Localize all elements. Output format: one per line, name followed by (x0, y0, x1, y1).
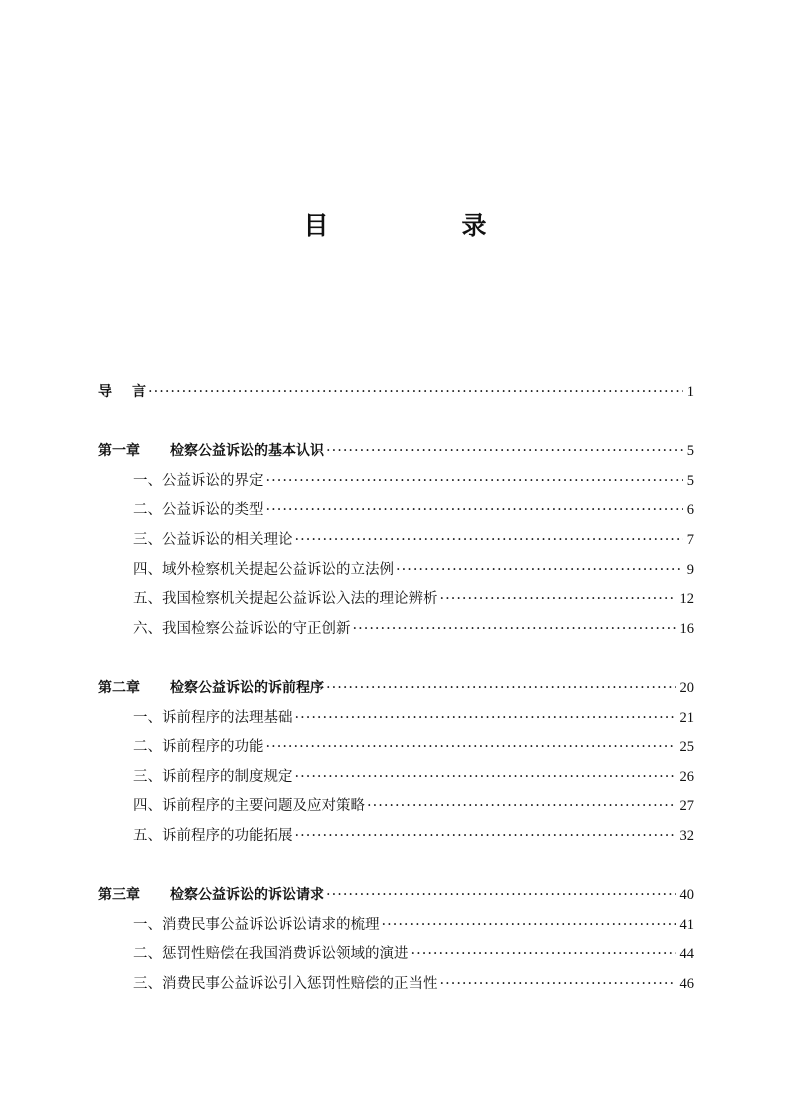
dot-leader (382, 911, 676, 941)
toc-chapter-2[interactable] (98, 674, 694, 704)
toc-section[interactable] (98, 940, 694, 970)
dot-leader (326, 881, 676, 911)
toc-page-number: 7 (686, 531, 694, 548)
toc-page-number: 12 (679, 591, 694, 608)
toc-page-number: 32 (679, 827, 694, 844)
dot-leader (295, 763, 676, 793)
toc-section[interactable] (98, 763, 694, 793)
toc-page-number: 1 (686, 384, 694, 400)
toc-section[interactable] (98, 733, 694, 763)
toc-page-number: 16 (679, 620, 694, 637)
section-title: 二、诉前程序的功能 (133, 739, 264, 756)
toc-section[interactable] (98, 970, 694, 1000)
section-title: 一、公益诉讼的界定 (133, 472, 264, 489)
chapter-title: 检察公益诉讼的诉讼请求 (170, 887, 324, 904)
toc-section[interactable] (98, 911, 694, 941)
dot-leader (411, 940, 676, 970)
chapter-number: 第二章 (98, 679, 140, 696)
toc-page-number: 44 (679, 946, 694, 963)
section-title: 六、我国检察公益诉讼的守正创新 (133, 620, 351, 637)
spacer (98, 852, 694, 882)
toc-section[interactable] (98, 496, 694, 526)
chapter-number: 第一章 (98, 443, 140, 460)
page-title: 目 录 (303, 211, 541, 240)
toc-page-number: 9 (686, 561, 694, 578)
chapter-title: 检察公益诉讼的基本认识 (170, 443, 324, 460)
dot-leader (148, 378, 683, 408)
section-title: 四、诉前程序的主要问题及应对策略 (133, 798, 365, 815)
toc-section[interactable] (98, 822, 694, 852)
toc-section[interactable] (98, 467, 694, 497)
toc-entry-intro[interactable] (98, 378, 694, 408)
section-title: 三、公益诉讼的相关理论 (133, 531, 293, 548)
toc-section[interactable] (98, 556, 694, 586)
dot-leader (266, 733, 676, 763)
section-title: 二、公益诉讼的类型 (133, 502, 264, 519)
toc-page-number: 26 (679, 768, 694, 785)
chapter-title: 检察公益诉讼的诉前程序 (170, 679, 324, 696)
dot-leader (396, 556, 683, 586)
section-title: 一、诉前程序的法理基础 (133, 709, 293, 726)
toc-page-number: 20 (679, 679, 694, 696)
section-title: 四、域外检察机关提起公益诉讼的立法例 (133, 561, 394, 578)
dot-leader (295, 704, 676, 734)
toc-page-number: 21 (679, 709, 694, 726)
section-title: 一、消费民事公益诉讼诉讼请求的梳理 (133, 916, 380, 933)
dot-leader (353, 615, 676, 645)
dot-leader (326, 437, 683, 467)
toc-intro-label: 导言 (98, 384, 166, 400)
toc-page-number: 40 (679, 887, 694, 904)
toc-chapter-3[interactable] (98, 881, 694, 911)
section-title: 五、我国检察机关提起公益诉讼入法的理论辨析 (133, 591, 438, 608)
toc-page-number: 27 (679, 798, 694, 815)
dot-leader (295, 822, 676, 852)
toc-chapter-1[interactable] (98, 437, 694, 467)
toc-page-number: 46 (679, 975, 694, 992)
toc-section[interactable] (98, 792, 694, 822)
toc-page-number: 41 (679, 916, 694, 933)
dot-leader (326, 674, 676, 704)
toc-section[interactable] (98, 704, 694, 734)
dot-leader (266, 496, 683, 526)
toc-page-number: 5 (686, 472, 694, 489)
toc-page-number: 5 (686, 443, 694, 460)
toc-page-number: 6 (686, 502, 694, 519)
dot-leader (295, 526, 683, 556)
toc-section[interactable] (98, 526, 694, 556)
section-title: 五、诉前程序的功能拓展 (133, 827, 293, 844)
spacer (98, 644, 694, 674)
dot-leader (440, 585, 676, 615)
dot-leader (367, 792, 676, 822)
dot-leader (266, 467, 683, 497)
spacer (98, 408, 694, 438)
toc-section[interactable] (98, 585, 694, 615)
toc-page-number: 25 (679, 739, 694, 756)
section-title: 三、诉前程序的制度规定 (133, 768, 293, 785)
section-title: 三、消费民事公益诉讼引入惩罚性赔偿的正当性 (133, 975, 438, 992)
table-of-contents (98, 378, 694, 999)
section-title: 二、惩罚性赔偿在我国消费诉讼领域的演进 (133, 946, 409, 963)
toc-section[interactable] (98, 615, 694, 645)
chapter-number: 第三章 (98, 887, 140, 904)
dot-leader (440, 970, 676, 1000)
